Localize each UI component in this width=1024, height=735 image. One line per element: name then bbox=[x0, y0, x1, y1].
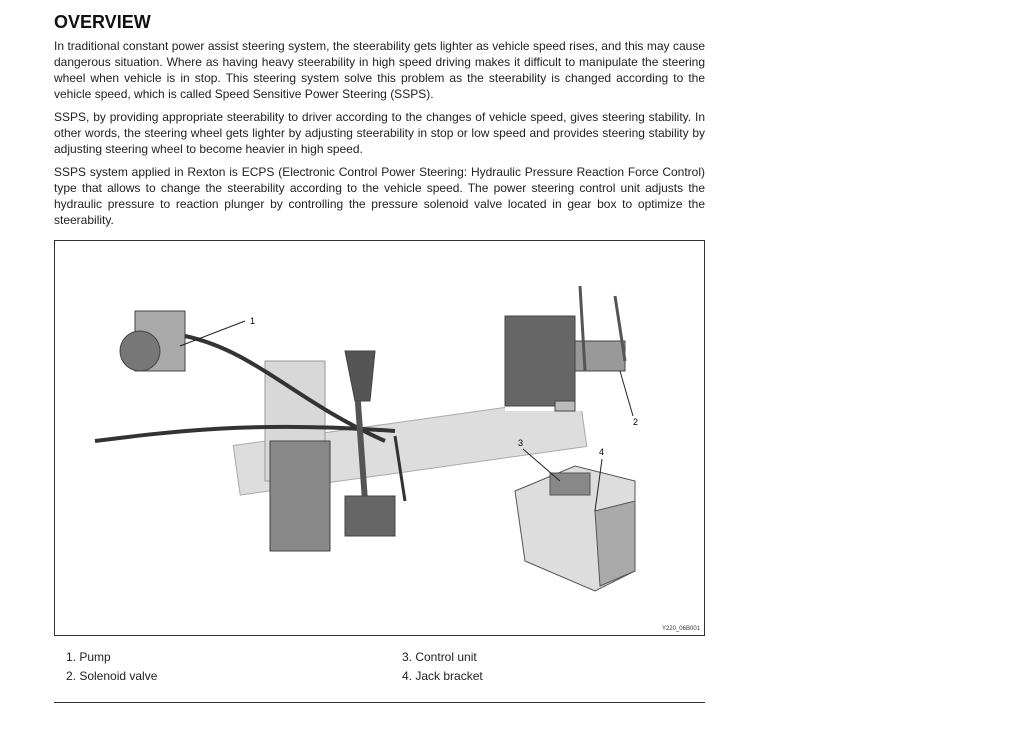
paragraph: In traditional constant power assist steering system, the steerability gets lighter as vehicle speed rises, and this may cause dangerous situation. Where as having heavy steerability in high speed driving makes it difficult to manipulate the steering wheel when vehicle is in stop. This steering system solve this problem as the steerability is changed according to the vehicle speed, which is called Speed Sensitive Power Steering (SSPS). bbox=[54, 39, 705, 101]
body-text bbox=[54, 38, 705, 235]
footer-divider bbox=[54, 702, 705, 703]
legend-item: 1. Pump bbox=[66, 650, 111, 664]
callout-4: 4 bbox=[599, 447, 605, 457]
steering-system-figure bbox=[54, 240, 705, 636]
callout-2: 2 bbox=[633, 417, 639, 427]
steering-illustration bbox=[55, 241, 704, 635]
legend-item: 3. Control unit bbox=[402, 650, 477, 664]
legend-left bbox=[66, 648, 157, 686]
control-unit-inset-drawing bbox=[515, 466, 635, 591]
legend-item: 4. Jack bracket bbox=[402, 669, 483, 683]
callout-3: 3 bbox=[518, 438, 524, 448]
page-title: OVERVIEW bbox=[54, 12, 151, 32]
callout-line-3 bbox=[523, 449, 560, 481]
legend-right bbox=[402, 648, 483, 686]
figure-code: Y220_06B001 bbox=[661, 626, 700, 632]
solenoid-inset-drawing bbox=[505, 281, 625, 411]
legend-item: 2. Solenoid valve bbox=[66, 669, 158, 683]
paragraph: SSPS system applied in Rexton is ECPS (Electronic Control Power Steering: Hydraulic Pressure Reaction Force Control) type that allows to change the steerability according to the vehicle speed. The power steering control unit adjusts the hydraulic pressure to reaction plunger by controlling the pressure solenoid valve located in gear box to optimize the steerability. bbox=[54, 165, 705, 227]
paragraph: SSPS, by providing appropriate steerability to driver according to the changes of vehicle speed, gives steering stability. In other words, the steering wheel gets lighter by adjusting steerability in stop or low speed and provides steering stability by adjusting steering wheel to become heavier in high speed. bbox=[54, 110, 705, 156]
callout-1: 1 bbox=[250, 316, 256, 326]
